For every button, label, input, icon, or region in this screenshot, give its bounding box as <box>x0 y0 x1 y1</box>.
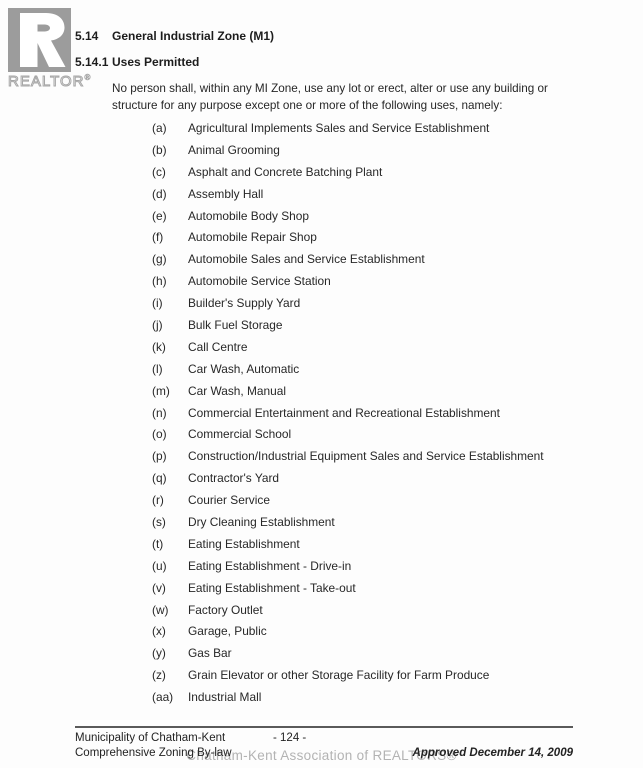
list-item <box>152 187 544 209</box>
list-item <box>152 537 544 559</box>
realtor-logo-text <box>8 73 98 90</box>
item-label: Agricultural Implements Sales and Service Establishment <box>188 121 490 135</box>
section-number: 5.14 <box>75 29 99 43</box>
item-letter: (s) <box>152 515 166 530</box>
item-letter: (d) <box>152 186 167 201</box>
item-label: Dry Cleaning Establishment <box>188 515 335 530</box>
item-letter: (v) <box>152 580 166 595</box>
item-letter: (p) <box>152 449 167 464</box>
item-label: Courier Service <box>188 493 270 508</box>
subsection-heading <box>75 55 199 69</box>
item-label: Builder's Supply Yard <box>188 296 301 311</box>
footer-org-name: Municipality of Chatham-Kent <box>75 732 226 744</box>
item-label: Eating Establishment - Drive-in <box>188 558 352 573</box>
item-label: Eating Establishment <box>188 536 300 551</box>
intro-line-1: No person shall, within any MI Zone, use any lot or erect, alter or use any building or <box>112 82 548 95</box>
permitted-uses-list <box>152 121 544 712</box>
item-letter: (g) <box>152 252 167 267</box>
registered-trademark-icon: ® <box>84 73 92 82</box>
list-item <box>152 296 544 318</box>
item-label: Commercial Entertainment and Recreational Establishment <box>188 405 500 420</box>
item-letter: (c) <box>152 164 166 179</box>
item-label: Call Centre <box>188 339 248 354</box>
item-letter: (h) <box>152 274 167 289</box>
item-label: Industrial Mall <box>188 690 262 705</box>
item-letter: (z) <box>152 668 166 683</box>
list-item <box>152 581 544 603</box>
item-letter: (m) <box>152 383 170 398</box>
realtor-logo <box>8 8 98 90</box>
item-letter: (w) <box>152 602 169 617</box>
item-label: Contractor's Yard <box>188 471 280 486</box>
item-label: Asphalt and Concrete Batching Plant <box>188 164 383 179</box>
item-label: Automobile Body Shop <box>188 208 309 223</box>
page-number: - 124 - <box>273 732 307 744</box>
list-item <box>152 143 544 165</box>
list-item <box>152 406 544 428</box>
list-item <box>152 668 544 690</box>
footer-doc-name: Comprehensive Zoning By-law <box>75 747 232 759</box>
list-item <box>152 515 544 537</box>
item-letter: (l) <box>152 361 163 376</box>
item-letter: (o) <box>152 427 167 442</box>
item-label: Factory Outlet <box>188 602 263 617</box>
list-item <box>152 252 544 274</box>
list-item <box>152 559 544 581</box>
realtor-r-icon <box>8 8 71 72</box>
intro-line-2: structure for any purpose except one or more of the following uses, namely: <box>112 98 503 112</box>
item-letter: (b) <box>152 142 167 157</box>
section-title: General Industrial Zone (M1) <box>112 29 275 43</box>
association-watermark: Chatham-Kent Association of REALTORS® <box>186 748 457 763</box>
list-item <box>152 427 544 449</box>
item-label: Bulk Fuel Storage <box>188 318 283 333</box>
item-letter: (aa) <box>152 690 174 705</box>
intro-paragraph <box>112 81 548 114</box>
item-letter: (n) <box>152 405 167 420</box>
list-item <box>152 690 544 712</box>
item-letter: (e) <box>152 208 167 223</box>
section-heading <box>75 29 274 43</box>
list-item <box>152 493 544 515</box>
item-letter: (r) <box>152 493 164 508</box>
list-item <box>152 230 544 252</box>
item-label: Assembly Hall <box>188 186 264 201</box>
list-item <box>152 646 544 668</box>
item-letter: (t) <box>152 536 164 551</box>
realtor-logo-word: REALTOR <box>8 73 85 90</box>
subsection-number: 5.14.1 <box>75 55 109 69</box>
list-item <box>152 121 544 143</box>
item-label: Animal Grooming <box>188 142 280 157</box>
item-label: Automobile Repair Shop <box>188 230 317 245</box>
item-letter: (j) <box>152 318 163 333</box>
item-label: Grain Elevator or other Storage Facility for Farm Produce <box>188 668 490 683</box>
item-label: Car Wash, Automatic <box>188 361 300 376</box>
list-item <box>152 318 544 340</box>
list-item <box>152 603 544 625</box>
item-letter: (f) <box>152 230 164 245</box>
item-letter: (i) <box>152 296 163 311</box>
item-label: Eating Establishment - Take-out <box>188 580 356 595</box>
item-label: Construction/Industrial Equipment Sales and Service Establishment <box>188 449 544 464</box>
footer-divider <box>75 726 573 728</box>
list-item <box>152 209 544 231</box>
list-item <box>152 624 544 646</box>
list-item <box>152 471 544 493</box>
item-letter: (y) <box>152 646 166 661</box>
footer-line-2 <box>75 747 573 759</box>
item-letter: (q) <box>152 471 167 486</box>
list-item <box>152 165 544 187</box>
item-letter: (x) <box>152 624 166 639</box>
item-label: Automobile Sales and Service Establishment <box>188 252 425 267</box>
item-label: Commercial School <box>188 427 292 442</box>
item-label: Gas Bar <box>188 646 232 661</box>
list-item <box>152 340 544 362</box>
item-label: Automobile Service Station <box>188 274 331 289</box>
item-letter: (a) <box>152 121 167 135</box>
list-item <box>152 384 544 406</box>
approval-date: Approved December 14, 2009 <box>412 747 573 759</box>
item-label: Garage, Public <box>188 624 267 639</box>
list-item <box>152 449 544 471</box>
item-letter: (k) <box>152 339 166 354</box>
footer-line-1 <box>75 732 573 744</box>
list-item <box>152 362 544 384</box>
item-letter: (u) <box>152 558 167 573</box>
subsection-title: Uses Permitted <box>112 55 200 69</box>
item-label: Car Wash, Manual <box>188 383 287 398</box>
list-item <box>152 274 544 296</box>
